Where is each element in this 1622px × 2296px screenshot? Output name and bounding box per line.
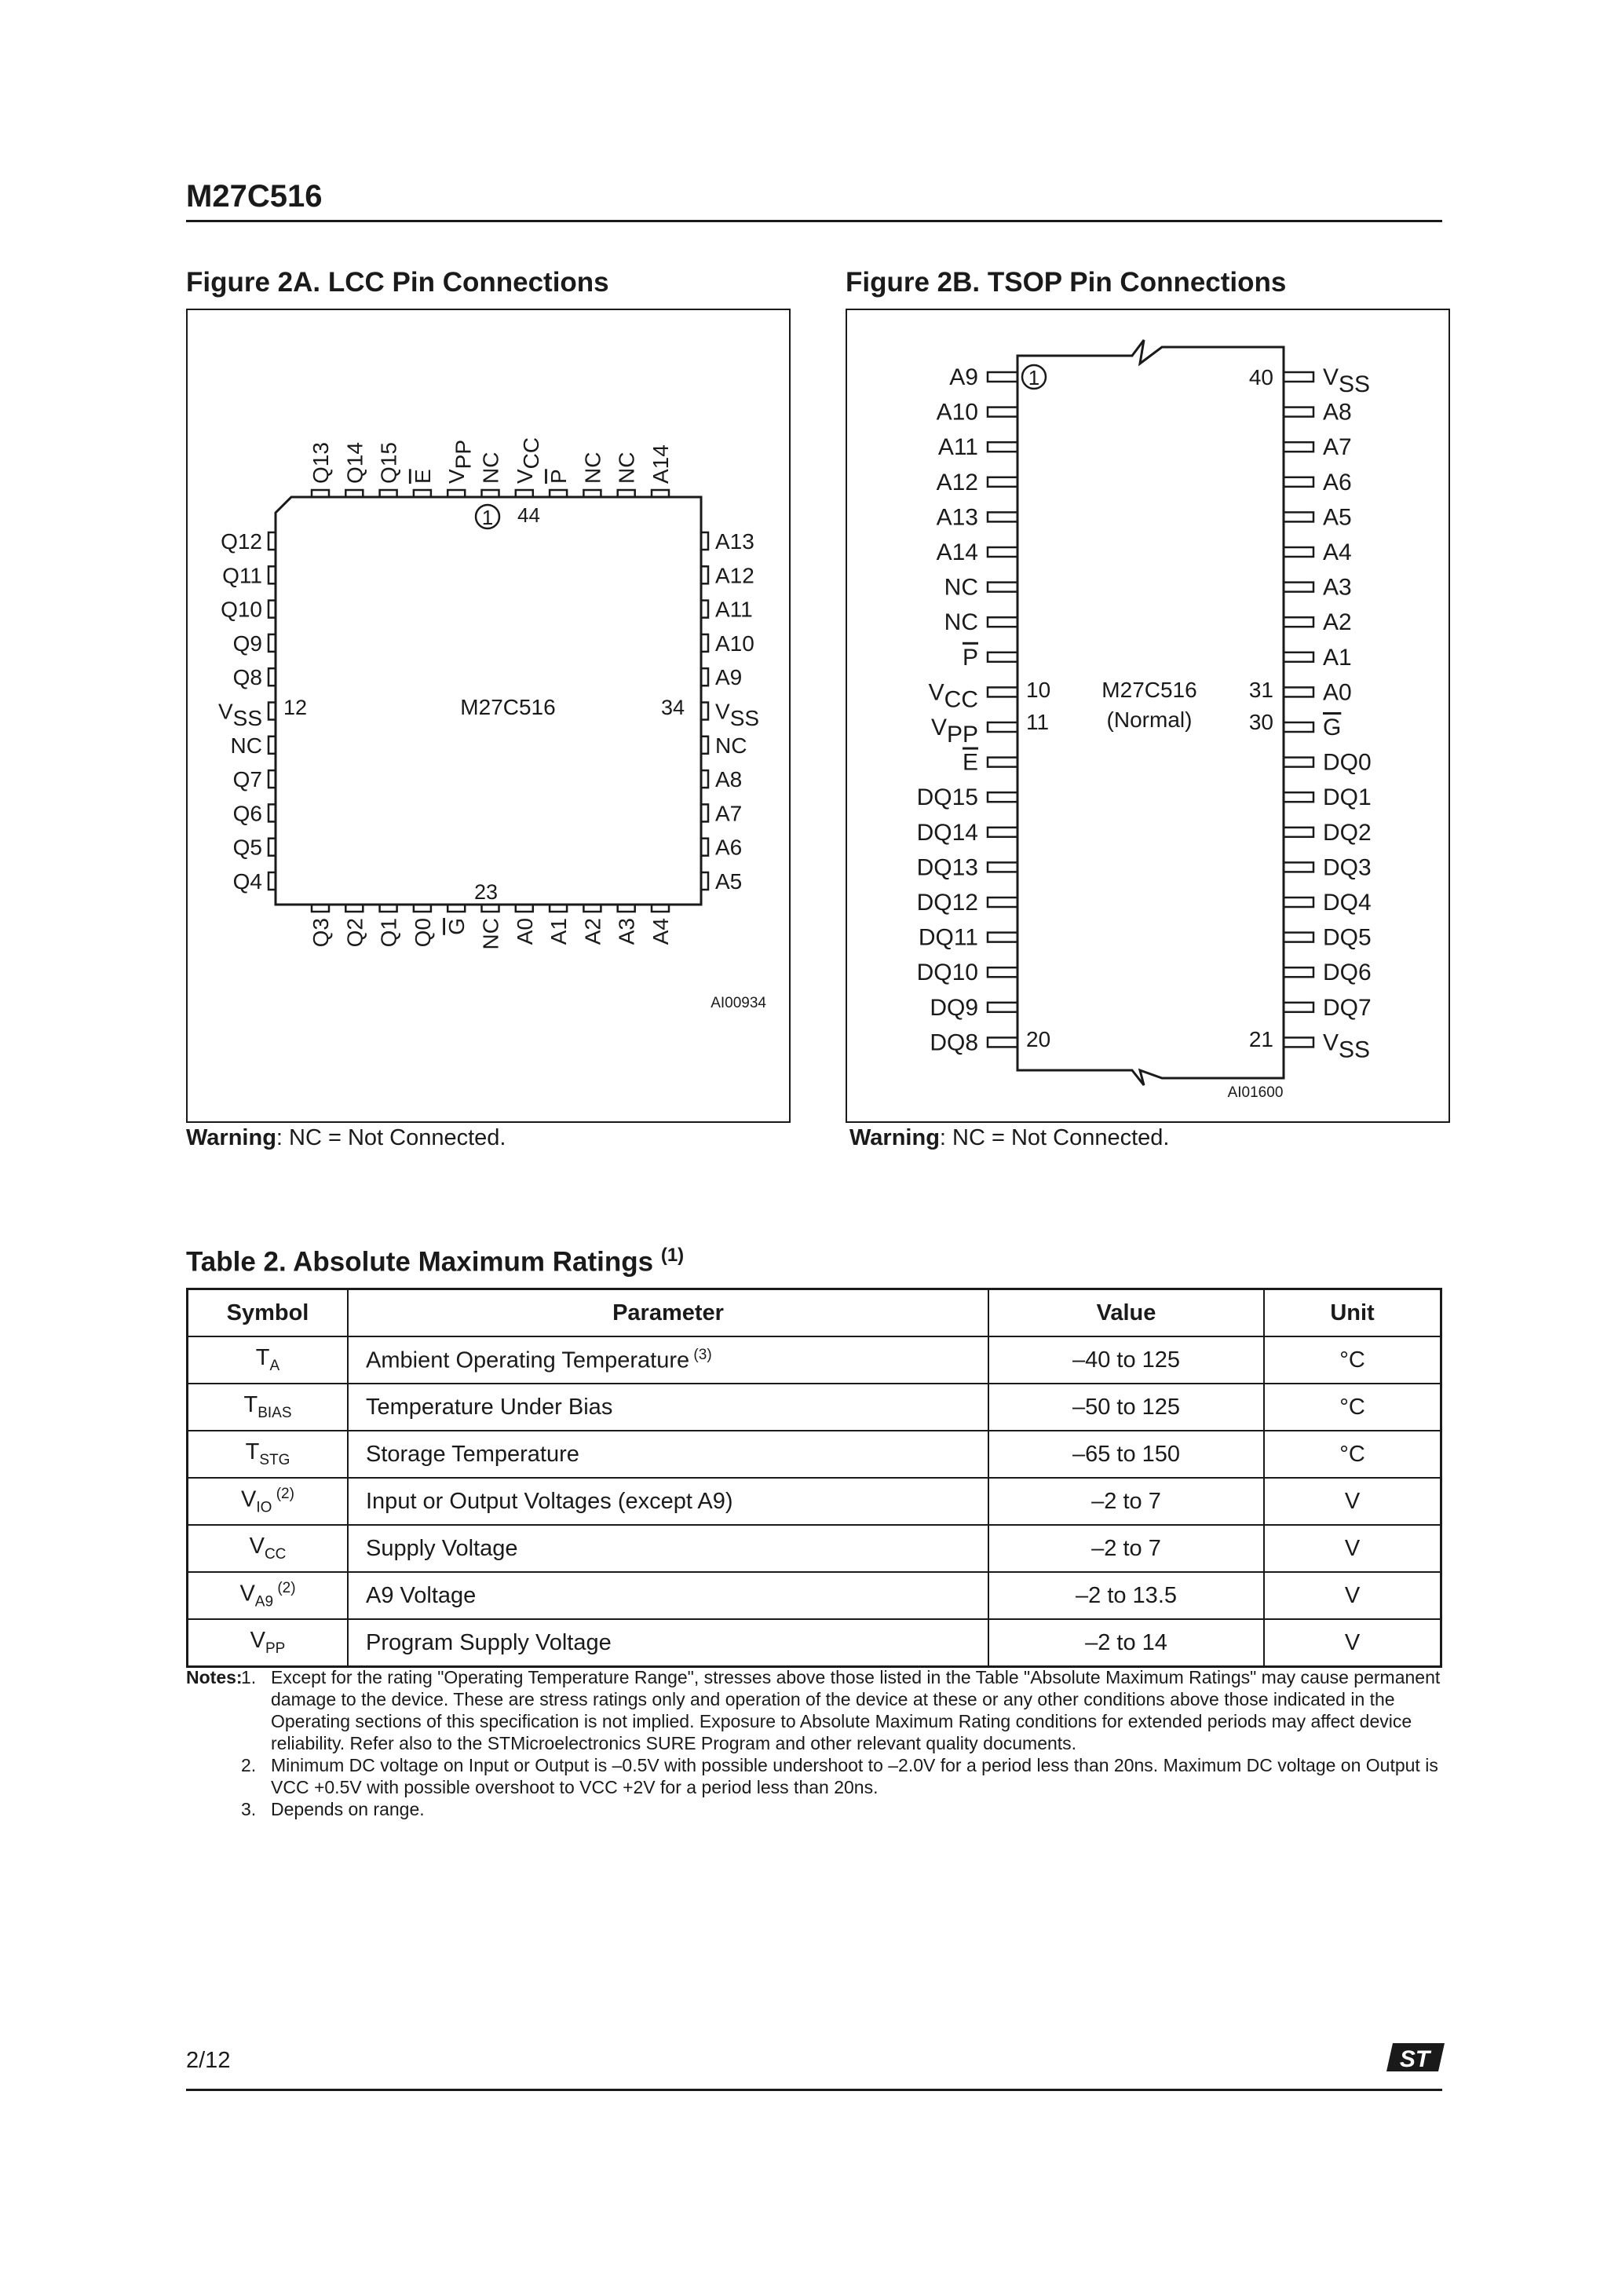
lcc-figure-code: AI00934 [711, 995, 766, 1011]
tsop-right-pin [1284, 1003, 1313, 1012]
cell-parameter: Program Supply Voltage [348, 1619, 988, 1667]
lcc-right-pin-label: A7 [715, 801, 743, 826]
lcc-top-pin-label: VPP [444, 439, 476, 484]
tsop-right-pin [1284, 617, 1313, 627]
cell-parameter: Supply Voltage [348, 1525, 988, 1572]
cell-unit: V [1264, 1619, 1441, 1667]
tsop-pin20-number: 20 [1026, 1027, 1051, 1051]
tsop-right-pin-label: DQ4 [1323, 890, 1372, 916]
tsop-chip-label: M27C516 [1101, 678, 1197, 702]
tsop-left-pin-label: P [962, 644, 978, 671]
pin34-number: 34 [661, 696, 685, 719]
lcc-left-pin-label: VSS [217, 699, 262, 730]
tsop-left-pin [988, 862, 1017, 872]
tsop-right-pin-label: A2 [1323, 609, 1352, 636]
tsop-right-pin [1284, 477, 1313, 487]
st-logo [1382, 2040, 1446, 2075]
cell-unit: V [1264, 1572, 1441, 1619]
tsop-right-pin [1284, 687, 1313, 696]
tsop-right-pin-label: A3 [1323, 574, 1352, 601]
lcc-right-pin-label: A10 [715, 631, 754, 656]
tsop-left-pin-label: VPP [930, 715, 978, 748]
tsop-right-pin-label: A8 [1323, 399, 1352, 426]
lcc-left-pin-label: Q5 [232, 835, 262, 860]
tsop-left-pin [988, 828, 1017, 837]
tsop-left-pin [988, 583, 1017, 592]
table2-notes [186, 1666, 1450, 1820]
col-header-parameter: Parameter [348, 1289, 988, 1337]
cell-symbol: $V_{IO}$ $^{(2)}$ [188, 1478, 349, 1525]
tsop-right-pin [1284, 442, 1313, 452]
tsop-left-pin [988, 758, 1017, 767]
tsop-right-pin-label: A1 [1323, 644, 1352, 671]
lcc-bottom-pin-label: NC [478, 918, 503, 950]
tsop-left-pin-label: VCC [928, 679, 978, 713]
tsop-left-pin [988, 792, 1017, 802]
tsop-left-pin-label: DQ11 [918, 924, 978, 951]
lcc-right-pin-label: A9 [715, 665, 743, 690]
tsop-left-pin-label: E [962, 749, 978, 776]
tsop-right-pin [1284, 967, 1313, 977]
tsop-right-pin-label: A6 [1323, 469, 1352, 495]
tsop-right-pin [1284, 583, 1313, 592]
tsop-left-pin [988, 1037, 1017, 1047]
cell-unit: V [1264, 1478, 1441, 1525]
tsop-left-pin-label: DQ12 [916, 890, 978, 916]
cell-parameter: Input or Output Voltages (except A9) [348, 1478, 988, 1525]
tsop-left-pin [988, 547, 1017, 557]
tsop-right-pin-label: DQ3 [1323, 854, 1372, 881]
table-row [188, 1572, 1441, 1619]
tsop-left-pin [988, 687, 1017, 696]
lcc-right-pin-label: A6 [715, 835, 743, 860]
figure-b-title: Figure 2B. TSOP Pin Connections [846, 267, 1287, 298]
cell-value: –65 to 150 [988, 1431, 1264, 1478]
tsop-left-pin-label: A11 [937, 434, 978, 461]
table-row [188, 1478, 1441, 1525]
tsop-left-pin [988, 933, 1017, 942]
cell-parameter: Temperature Under Bias [348, 1384, 988, 1431]
figure-a-title: Figure 2A. LCC Pin Connections [186, 267, 609, 298]
lcc-bottom-pin-label: A1 [546, 918, 572, 945]
lcc-top-pin-label: Q14 [342, 442, 367, 484]
header-rule [186, 220, 1442, 222]
tsop-right-pin-label: A0 [1323, 679, 1352, 706]
tsop-left-pin [988, 898, 1017, 907]
lcc-right-pin-label: VSS [715, 699, 760, 730]
tsop-left-pin-label: A12 [936, 469, 978, 495]
tsop-right-pin [1284, 828, 1313, 837]
table-row [188, 1525, 1441, 1572]
tsop-right-pin-label: A7 [1323, 434, 1352, 461]
tsop-pin11-number: 11 [1026, 710, 1050, 734]
tsop-left-pin-label: DQ14 [916, 819, 978, 846]
tsop-pin31-number: 31 [1248, 678, 1273, 702]
tsop-pin30-number: 30 [1248, 710, 1273, 734]
figure-a-warning: Warning: NC = Not Connected. [186, 1125, 506, 1150]
lcc-left-pin-label: Q11 [222, 563, 262, 588]
col-header-symbol: Symbol [188, 1289, 349, 1337]
cell-unit: °C [1264, 1431, 1441, 1478]
cell-symbol: $V_{PP}$ [188, 1619, 349, 1667]
pin1-number: 1 [481, 506, 494, 529]
cell-symbol: $V_{A9}$ $^{(2)}$ [188, 1572, 349, 1619]
cell-symbol: $T_{BIAS}$ [188, 1384, 349, 1431]
tsop-right-pin [1284, 408, 1313, 417]
cell-symbol: $T_{STG}$ [188, 1431, 349, 1478]
tsop-figure-code: AI01600 [1227, 1084, 1284, 1101]
tsop-left-pin-label: DQ15 [916, 784, 978, 811]
table2-title: Table 2. Absolute Maximum Ratings $^{(1)}$ [186, 1245, 685, 1278]
tsop-right-pin-label: VSS [1323, 1029, 1371, 1063]
page-header-title: M27C516 [186, 179, 323, 214]
figure-b-box [846, 309, 1450, 1123]
tsop-right-pin-label: A5 [1323, 504, 1352, 531]
tsop-right-pin-label: DQ7 [1323, 994, 1372, 1021]
lcc-top-pin-label: P [546, 469, 572, 484]
lcc-top-pin-label: A14 [648, 444, 673, 484]
tsop-pin21-number: 21 [1248, 1027, 1273, 1051]
lcc-top-pin-label: E [410, 469, 435, 484]
tsop-left-pin [988, 722, 1017, 732]
cell-value: –2 to 13.5 [988, 1572, 1264, 1619]
note-2: 2. Minimum DC voltage on Input or Output is –0.5V with possible undershoot to –2.0V for a period less than 20ns. Maximum DC voltage on Output is VCC +0.5V with possible overshoot to VCC +2V for a period less than 20ns. [241, 1755, 1438, 1797]
tsop-right-pin [1284, 372, 1313, 382]
tsop-right-pin-label: DQ5 [1323, 924, 1372, 951]
figure-a-box [186, 309, 791, 1123]
tsop-right-pin-label: VSS [1323, 364, 1371, 397]
lcc-right-pin-label: A5 [715, 869, 743, 894]
lcc-bottom-pin-label: A3 [614, 918, 639, 945]
cell-value: –40 to 125 [988, 1336, 1264, 1384]
tsop-right-pin [1284, 1037, 1313, 1047]
tsop-left-pin-label: DQ8 [930, 1029, 978, 1056]
cell-parameter: A9 Voltage [348, 1572, 988, 1619]
tsop-left-pin-label: DQ13 [916, 854, 978, 881]
tsop-left-pin-label: A13 [936, 504, 978, 531]
lcc-left-pin-label: Q4 [232, 869, 262, 894]
cell-value: –2 to 7 [988, 1478, 1264, 1525]
note-3: 3. Depends on range. [241, 1799, 425, 1819]
tsop-diagram [847, 310, 1448, 1121]
lcc-top-pin-label: NC [614, 452, 639, 484]
lcc-left-pin-label: Q7 [232, 767, 262, 792]
figure-b-warning: Warning: NC = Not Connected. [849, 1125, 1170, 1150]
cell-unit: °C [1264, 1384, 1441, 1431]
tsop-left-pin-label: DQ9 [930, 994, 978, 1021]
table-row [188, 1384, 1441, 1431]
tsop-right-pin-label: DQ6 [1323, 960, 1372, 986]
lcc-bottom-pin-label: A0 [512, 918, 537, 945]
pin44-number: 44 [517, 503, 540, 527]
lcc-bottom-pin-label: Q3 [309, 918, 333, 948]
table-row [188, 1619, 1441, 1667]
tsop-right-pin-label: DQ0 [1323, 749, 1372, 776]
tsop-left-pin [988, 617, 1017, 627]
cell-value: –2 to 14 [988, 1619, 1264, 1667]
tsop-left-pin-label: A14 [936, 539, 978, 565]
tsop-chip-sublabel: (Normal) [1106, 707, 1193, 732]
lcc-left-pin-label: Q8 [232, 665, 262, 690]
lcc-top-pin-label: NC [580, 452, 605, 484]
lcc-left-pin-label: Q6 [232, 801, 262, 826]
lcc-top-pin-label: Q13 [309, 442, 333, 484]
tsop-left-pin [988, 408, 1017, 417]
lcc-left-pin-label: Q9 [232, 631, 262, 656]
tsop-left-pin-label: A10 [936, 399, 978, 426]
lcc-bottom-pin-label: Q2 [342, 918, 367, 948]
lcc-right-pin-label: A12 [715, 563, 754, 588]
tsop-right-pin [1284, 722, 1313, 732]
tsop-left-pin [988, 442, 1017, 452]
tsop-left-pin [988, 512, 1017, 521]
tsop-right-pin [1284, 512, 1313, 521]
cell-symbol: $V_{CC}$ [188, 1525, 349, 1572]
cell-unit: V [1264, 1525, 1441, 1572]
cell-value: –50 to 125 [988, 1384, 1264, 1431]
cell-parameter: Ambient Operating Temperature $^{(3)}$ [348, 1336, 988, 1384]
cell-symbol: $T_A$ [188, 1336, 349, 1384]
tsop-right-pin [1284, 792, 1313, 802]
table-row [188, 1431, 1441, 1478]
tsop-right-pin [1284, 547, 1313, 557]
tsop-right-pin-label: A4 [1323, 539, 1352, 565]
tsop-right-pin [1284, 898, 1313, 907]
tsop-left-pin-label: A9 [949, 364, 978, 390]
cell-unit: °C [1264, 1336, 1441, 1384]
pin23-number: 23 [473, 880, 499, 904]
lcc-top-pin-label: Q15 [376, 442, 401, 484]
col-header-value: Value [988, 1289, 1264, 1337]
tsop-left-pin-label: DQ10 [916, 960, 978, 986]
lcc-bottom-pin-label: A2 [580, 918, 605, 945]
lcc-right-pin-label: NC [715, 733, 747, 758]
tsop-pin1-number: 1 [1028, 366, 1040, 389]
tsop-left-pin [988, 967, 1017, 977]
tsop-left-pin [988, 653, 1017, 662]
page-number: 2/12 [186, 2048, 231, 2073]
lcc-left-pin-label: Q10 [221, 597, 262, 622]
lcc-bottom-pin-label: A4 [648, 918, 673, 945]
lcc-top-pin-label: NC [478, 452, 503, 484]
lcc-right-pin-label: A11 [715, 597, 753, 622]
notes-label: Notes: [186, 1667, 243, 1687]
note-1: 1. Except for the rating "Operating Temperature Range", stresses above those listed in the Table "Absolute Maximum Ratings" may cause permanent damage to the device. These are stress ratings only and operation of the device at these or any other conditions above those indicated in the Operating sections of this specification is not implied. Exposure to Absolute Maximum Rating conditions for extended periods may affect device reliability. Refer also to the STMicroelectronics SURE Program and other relevant quality documents. [241, 1667, 1441, 1753]
pin12-number: 12 [283, 696, 308, 719]
tsop-left-pin [988, 1003, 1017, 1012]
lcc-top-pin-label: VCC [512, 437, 544, 484]
tsop-right-pin [1284, 758, 1313, 767]
table-row [188, 1336, 1441, 1384]
lcc-left-pin-label: NC [230, 733, 262, 758]
lcc-left-pin-label: Q12 [221, 529, 262, 554]
cell-value: –2 to 7 [988, 1525, 1264, 1572]
col-header-unit: Unit [1264, 1289, 1441, 1337]
absolute-max-ratings-table [186, 1288, 1442, 1668]
tsop-left-pin [988, 477, 1017, 487]
lcc-bottom-pin-label: Q0 [410, 918, 435, 948]
tsop-left-pin-label: NC [944, 609, 978, 636]
lcc-diagram [188, 310, 789, 1121]
tsop-pin10-number: 10 [1026, 678, 1051, 702]
svg-text:ST: ST [1399, 2046, 1430, 2072]
tsop-right-pin-label: DQ1 [1323, 784, 1372, 811]
tsop-pin40-number: 40 [1248, 365, 1273, 389]
lcc-right-pin-label: A13 [715, 529, 754, 554]
table-header-row [188, 1289, 1441, 1337]
footer-rule [186, 2089, 1442, 2091]
tsop-right-pin [1284, 933, 1313, 942]
tsop-right-pin [1284, 653, 1313, 662]
tsop-right-pin-label: DQ2 [1323, 819, 1372, 846]
cell-parameter: Storage Temperature [348, 1431, 988, 1478]
lcc-right-pin-label: A8 [715, 767, 743, 792]
tsop-left-pin-label: NC [944, 574, 978, 601]
lcc-bottom-pin-label: Q1 [376, 918, 401, 948]
tsop-right-pin [1284, 862, 1313, 872]
lcc-chip-label: M27C516 [460, 695, 556, 719]
tsop-left-pin [988, 372, 1017, 382]
tsop-right-pin-label: G [1323, 715, 1342, 740]
lcc-bottom-pin-label: G [444, 918, 469, 935]
